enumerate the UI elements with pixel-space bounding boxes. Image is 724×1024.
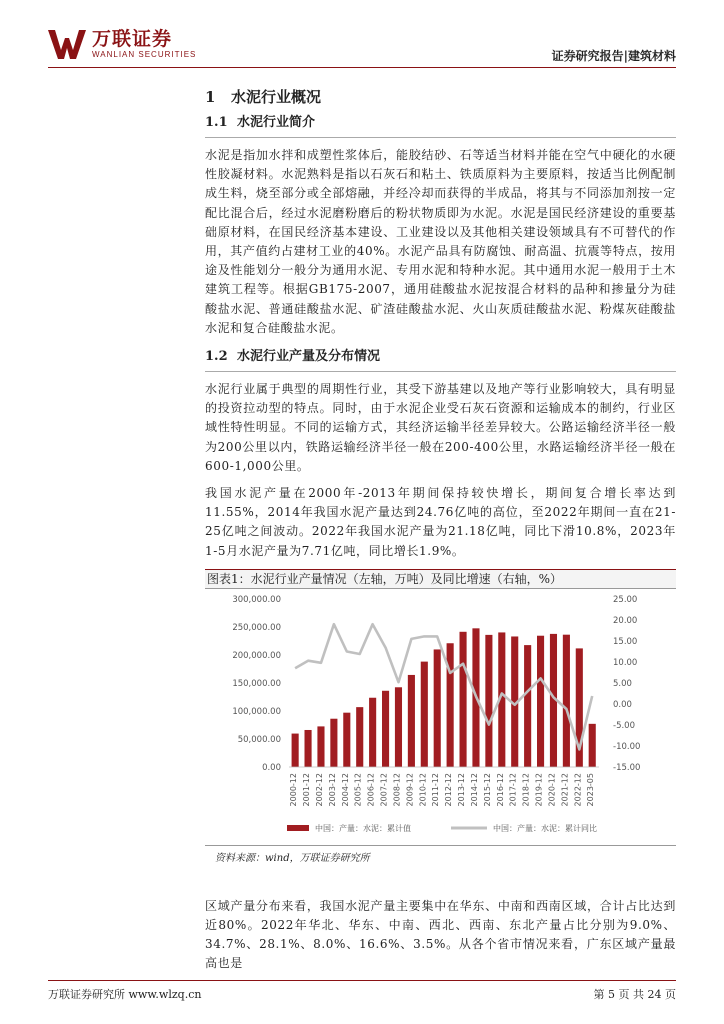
report-type: 证券研究报告|建筑材料 [551,49,676,63]
bar-output-2013-12 [460,632,467,767]
legend-line-label: 中国：产量：水泥：累计同比 [493,823,597,833]
brand-name-en: WANLIAN SECURITIES [92,50,197,59]
bar-output-2002-12 [317,726,324,767]
footer-page-number: 第 5 页 共 24 页 [593,988,676,1001]
bar-output-2004-12 [343,713,350,767]
page-header [48,28,676,66]
right-axis-tick-label: -5.00 [613,720,635,731]
left-axis-tick-label: 50,000.00 [237,734,281,745]
right-axis-tick-label: 15.00 [613,636,638,647]
x-axis-tick-label: 2017-12 [508,772,518,807]
brand-logo [48,28,196,66]
bar-output-2005-12 [356,707,363,767]
legend-bar-label: 中国：产量：水泥：累计值 [315,823,411,833]
paragraph-output: 我国水泥产量在2000年-2013年期间保持较快增长，期间复合增长率达到11.55%，2014年我国水泥产量达到24.76亿吨的高位，至2022年期间一直在21-25亿吨之间波动。2022年我国水泥产量为21.18亿吨，同比下滑10.8%，2023年1-5月水泥产量为7.71亿吨，同比增长1.9%。 [205,486,676,558]
x-axis-tick-label: 2018-12 [521,772,531,807]
x-axis-tick-label: 2001-12 [302,772,312,807]
footer-divider [48,980,676,981]
x-axis-tick-label: 2005-12 [353,772,363,807]
section-heading-1-2 [205,346,676,372]
figure-title: 图表1：水泥行业产量情况（左轴，万吨）及同比增速（右轴，%） [205,569,676,589]
right-axis-tick-label: 25.00 [613,594,638,605]
bar-output-2012-12 [447,643,454,767]
bar-output-2006-12 [369,698,376,767]
bar-output-2015-12 [485,635,492,767]
subsection-number: 1.1 [205,115,228,130]
left-axis-tick-label: 300,000.00 [232,594,281,605]
right-axis-tick-label: -15.00 [613,762,641,773]
x-axis-tick-label: 2010-12 [418,772,428,807]
section-heading-1-1 [205,112,676,138]
section-title: 水泥行业概况 [231,88,322,106]
left-axis-tick-label: 200,000.00 [232,650,281,661]
bar-output-2009-12 [408,675,415,767]
x-axis-tick-label: 2023-05 [586,772,596,807]
section-number: 1 [205,88,216,106]
left-axis-tick-label: 250,000.00 [232,622,281,633]
wanlian-logo-icon [48,28,86,60]
bar-output-2001-12 [305,730,312,767]
x-axis-tick-label: 2008-12 [392,772,402,807]
x-axis-tick-label: 2006-12 [366,772,376,807]
bar-output-2019-12 [537,636,544,767]
section-heading-1 [205,82,676,112]
x-axis-tick-label: 2021-12 [560,772,570,807]
x-axis-tick-label: 2011-12 [431,772,441,807]
x-axis-tick-label: 2007-12 [379,772,389,807]
x-axis-tick-label: 2003-12 [327,772,337,807]
right-axis-tick-label: 10.00 [613,657,638,668]
x-axis-tick-label: 2009-12 [405,772,415,807]
right-axis-tick-label: 20.00 [613,615,638,626]
paragraph-regional: 区域产量分布来看，我国水泥产量主要集中在华东、中南和西南区域，合计占比达到近80%。2022年华北、华东、中南、西北、西南、东北产量占比分别为9.0%、34.7%、28.1%、8.0%、16.6%、3.5%。从各个省市情况来看，广东区域产量最高也是 [205,898,676,971]
x-axis-tick-label: 2020-12 [547,772,557,807]
paragraph-cement-intro: 水泥是指加水拌和成塑性浆体后，能胶结砂、石等适当材料并能在空气中硬化的水硬性胶凝材料。水泥熟料是指以石灰石和粘土、铁质原料为主要原料，按适当比例配制成生料，烧至部分或全部熔融，并经冷却而获得的半成品，将其与不同添加剂按一定配比混合后，经过水泥磨粉磨后的粉状物质即为水泥。水泥是国民经济建设的重要基础原材料，在国民经济基本建设、工业建设以及其他相关建设领域具有不可替代的作用，其产值约占建材工业的40%。水泥产品具有防腐蚀、耐高温、抗震等特点，按用途及性能划分一般分为通用水泥、专用水泥和特种水泥。其中通用水泥一般用于土木建筑工程等。根据GB175-2007，通用硅酸盐水泥按混合材料的品种和掺量分为硅酸盐水泥、普通硅酸盐水泥、矿渣硅酸盐水泥、火山灰质硅酸盐水泥、粉煤灰硅酸盐水泥和复合硅酸盐水泥。 [205,148,676,335]
x-axis-tick-label: 2013-12 [457,772,467,807]
bar-output-2010-12 [421,661,428,766]
bar-output-2003-12 [330,719,337,767]
subsection-title: 水泥行业简介 [237,115,316,130]
main-content [205,78,676,982]
bar-output-2007-12 [382,691,389,767]
bar-output-2011-12 [434,649,441,767]
x-axis-tick-label: 2002-12 [314,772,324,807]
legend-bar-swatch [287,825,309,831]
left-axis-tick-label: 100,000.00 [232,706,281,717]
figure-source: 资料来源：wind，万联证券研究所 [205,845,676,865]
left-axis-tick-label: 0.00 [262,762,281,773]
line-yoy-growth [295,624,592,749]
subsection-title: 水泥行业产量及分布情况 [237,349,381,365]
x-axis-tick-label: 2004-12 [340,772,350,807]
bar-output-2008-12 [395,687,402,767]
left-axis-tick-label: 150,000.00 [232,678,281,689]
x-axis-tick-label: 2000-12 [289,772,299,807]
x-axis-tick-label: 2016-12 [495,772,505,807]
bar-output-2023-05 [589,724,596,767]
x-axis-tick-label: 2012-12 [444,772,454,807]
cement-output-chart [205,589,676,841]
header-divider [48,67,676,68]
figure-1 [205,569,676,865]
right-axis-tick-label: 0.00 [613,699,632,710]
right-axis-tick-label: 5.00 [613,678,632,689]
x-axis-tick-label: 2015-12 [482,772,492,807]
brand-name-cn: 万联证券 [92,28,173,50]
footer-institute: 万联证券研究所 www.wlzq.cn [48,988,202,1001]
bar-output-2000-12 [292,733,299,766]
bar-output-2021-12 [563,635,570,767]
paragraph-cyclical: 水泥行业属于典型的周期性行业，其受下游基建以及地产等行业影响较大，具有明显的投资拉动型的特点。同时，由于水泥企业受石灰石资源和运输成本的制约，行业区域性特性明显。不同的运输方式，其经济运输半径差异较大。公路运输经济半径一般为200公里以内，铁路运输经济半径一般在200-400公里，水路运输经济半径一般在600-1,000公里。 [205,382,676,473]
right-axis-tick-label: -10.00 [613,741,641,752]
x-axis-tick-label: 2014-12 [469,772,479,807]
subsection-number: 1.2 [205,349,228,365]
x-axis-tick-label: 2019-12 [534,772,544,807]
x-axis-tick-label: 2022-12 [573,772,583,807]
bar-output-2018-12 [524,645,531,767]
